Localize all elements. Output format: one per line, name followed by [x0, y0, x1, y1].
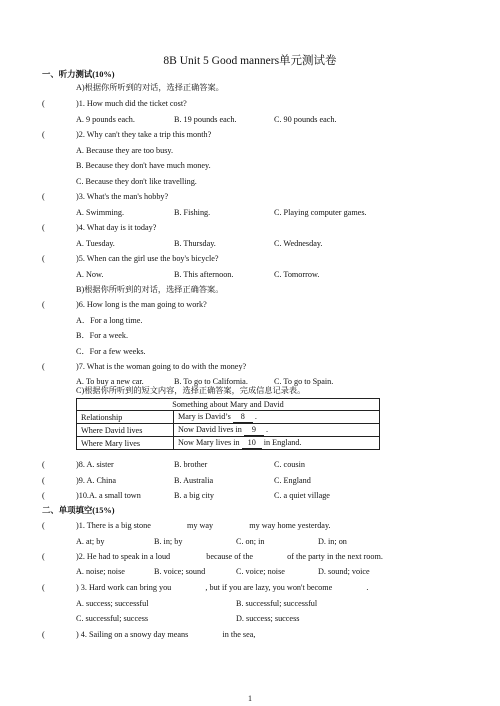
s2q3-option-a: A. success; successful [76, 599, 149, 608]
answer-bracket[interactable]: ( [42, 521, 58, 530]
s2q2-option-d: D. sound; voice [318, 567, 370, 576]
q5-option-c: C. Tomorrow. [274, 270, 320, 279]
s2q2-option-b: B. voice; sound [154, 567, 206, 576]
question-text: , but if you are lazy, you won't become [205, 583, 333, 592]
answer-blank[interactable]: 8 [233, 411, 253, 423]
q8-option-c: C. cousin [274, 460, 305, 469]
q7-option-a: A. To buy a new car. [76, 377, 144, 386]
q7-option-b: B. To go to California. [174, 377, 248, 386]
row-text: Now Mary lives in [178, 438, 240, 447]
s2q3-option-c: C. successful; success [76, 614, 149, 623]
question-5: )5. When can the girl use the boy's bicycle? [76, 254, 219, 263]
q9-option-a: )9. A. China [76, 476, 117, 485]
question-text: in the sea, [222, 630, 256, 639]
row-label: Where Mary lives [77, 437, 174, 450]
s2q2-option-a: A. noise; noise [76, 567, 125, 576]
q2-option-a: A. Because they are too busy. [76, 146, 174, 155]
answer-bracket[interactable]: ( [42, 362, 58, 371]
q9-option-b: B. Australia [174, 476, 214, 485]
q6-option-b: B．For a week. [76, 331, 129, 340]
q2-option-c: C. Because they don't like travelling. [76, 177, 197, 186]
row-value [174, 437, 380, 450]
question-text: ) 3. Hard work can bring you [76, 583, 172, 592]
s2q1-option-c: C. on; in [236, 537, 265, 546]
answer-bracket[interactable]: ( [42, 491, 58, 500]
answer-bracket[interactable]: ( [42, 99, 58, 108]
q1-option-a: A. 9 pounds each. [76, 115, 135, 124]
q10-option-b: B. a big city [174, 491, 215, 500]
page-number: 1 [248, 694, 252, 703]
question-text: of the party in the next room. [287, 552, 383, 561]
answer-bracket[interactable]: ( [42, 552, 58, 561]
question-3: )3. What's the man's hobby? [76, 192, 169, 201]
answer-bracket[interactable]: ( [42, 300, 58, 309]
q3-option-c: C. Playing computer games. [274, 208, 367, 217]
answer-bracket[interactable]: ( [42, 630, 58, 639]
q5-option-b: B. This afternoon. [174, 270, 234, 279]
question-text: )1. There is a big stone [76, 521, 151, 530]
question-text: because of the [206, 552, 254, 561]
page-title: 8B Unit 5 Good manners单元测试卷 [163, 55, 337, 67]
q1-option-c: C. 90 pounds each. [274, 115, 337, 124]
row-value [174, 424, 380, 437]
q6-option-c: C．For a few weeks. [76, 347, 146, 356]
table-row [77, 437, 380, 450]
question-text: ) 4. Sailing on a snowy day means [76, 630, 189, 639]
answer-bracket[interactable]: ( [42, 223, 58, 232]
answer-bracket[interactable]: ( [42, 130, 58, 139]
row-label: Relationship [77, 411, 174, 424]
q10-option-a: )10.A. a small town [76, 491, 141, 500]
q5-option-a: A. Now. [76, 270, 104, 279]
q1-option-b: B. 19 pounds each. [174, 115, 237, 124]
table-row [77, 411, 380, 424]
q4-option-c: C. Wednesday. [274, 239, 323, 248]
q7-option-c: C. To go to Spain. [274, 377, 334, 386]
question-text: my way [186, 521, 214, 530]
s2q3-option-b: B. successful; successful [236, 599, 318, 608]
s2q2-option-c: C. voice; noise [236, 567, 285, 576]
question-7: )7. What is the woman going to do with the money? [76, 362, 247, 371]
q3-option-b: B. Fishing. [174, 208, 211, 217]
question-text: . [366, 583, 369, 592]
q2-option-b: B. Because they don't have much money. [76, 161, 211, 170]
s2-question-4 [76, 630, 255, 640]
s2-question-3 [76, 583, 368, 593]
section-heading-listening: 一、听力测试(10%) [42, 70, 115, 79]
q4-option-a: A. Tuesday. [76, 239, 115, 248]
table-row [77, 424, 380, 437]
s2-question-1 [76, 521, 331, 531]
q4-option-b: B. Thursday. [174, 239, 216, 248]
answer-blank[interactable]: 10 [242, 437, 262, 449]
answer-bracket[interactable]: ( [42, 460, 58, 469]
row-text-end: . [254, 412, 257, 421]
question-text: my way home yesterday. [249, 521, 331, 530]
part-a-instruction: A)根据你所听到的对话，选择正确答案。 [76, 83, 224, 92]
answer-bracket[interactable]: ( [42, 254, 58, 263]
answer-bracket[interactable]: ( [42, 583, 58, 592]
q8-option-a: )8. A. sister [76, 460, 114, 469]
row-text: Now David lives in [178, 425, 242, 434]
question-1: )1. How much did the ticket cost? [76, 99, 187, 108]
s2q1-option-a: A. at; by [76, 537, 105, 546]
info-record-table [76, 398, 380, 450]
answer-bracket[interactable]: ( [42, 476, 58, 485]
question-4: )4. What day is it today? [76, 223, 157, 232]
q6-option-a: A．For a long time. [76, 316, 143, 325]
s2q1-option-b: B. in; by [154, 537, 183, 546]
q3-option-a: A. Swimming. [76, 208, 124, 217]
question-6: )6. How long is the man going to work? [76, 300, 207, 309]
table-header: Something about Mary and David [77, 399, 380, 411]
answer-bracket[interactable]: ( [42, 192, 58, 201]
s2q1-option-d: D. in; on [318, 537, 347, 546]
row-text-end: . [266, 425, 269, 434]
row-label: Where David lives [77, 424, 174, 437]
question-text: )2. He had to speak in a loud [76, 552, 171, 561]
s2q3-option-d: D. success; success [236, 614, 300, 623]
s2-question-2 [76, 552, 383, 562]
section-heading-single-choice: 二、单项填空(15%) [42, 506, 115, 515]
row-text-end: in England. [263, 438, 302, 447]
part-c-instruction: C)根据你所听到的短文内容，选择正确答案，完成信息记录表。 [76, 386, 306, 395]
row-value [174, 411, 380, 424]
q8-option-b: B. brother [174, 460, 208, 469]
question-2: )2. Why can't they take a trip this month? [76, 130, 212, 139]
q10-option-c: C. a quiet village [274, 491, 330, 500]
q9-option-c: C. England [274, 476, 311, 485]
part-b-instruction: B)根据你所听到的对话，选择正确答案。 [76, 285, 224, 294]
row-text: Mary is David’s [178, 412, 231, 421]
answer-blank[interactable]: 9 [244, 424, 264, 436]
